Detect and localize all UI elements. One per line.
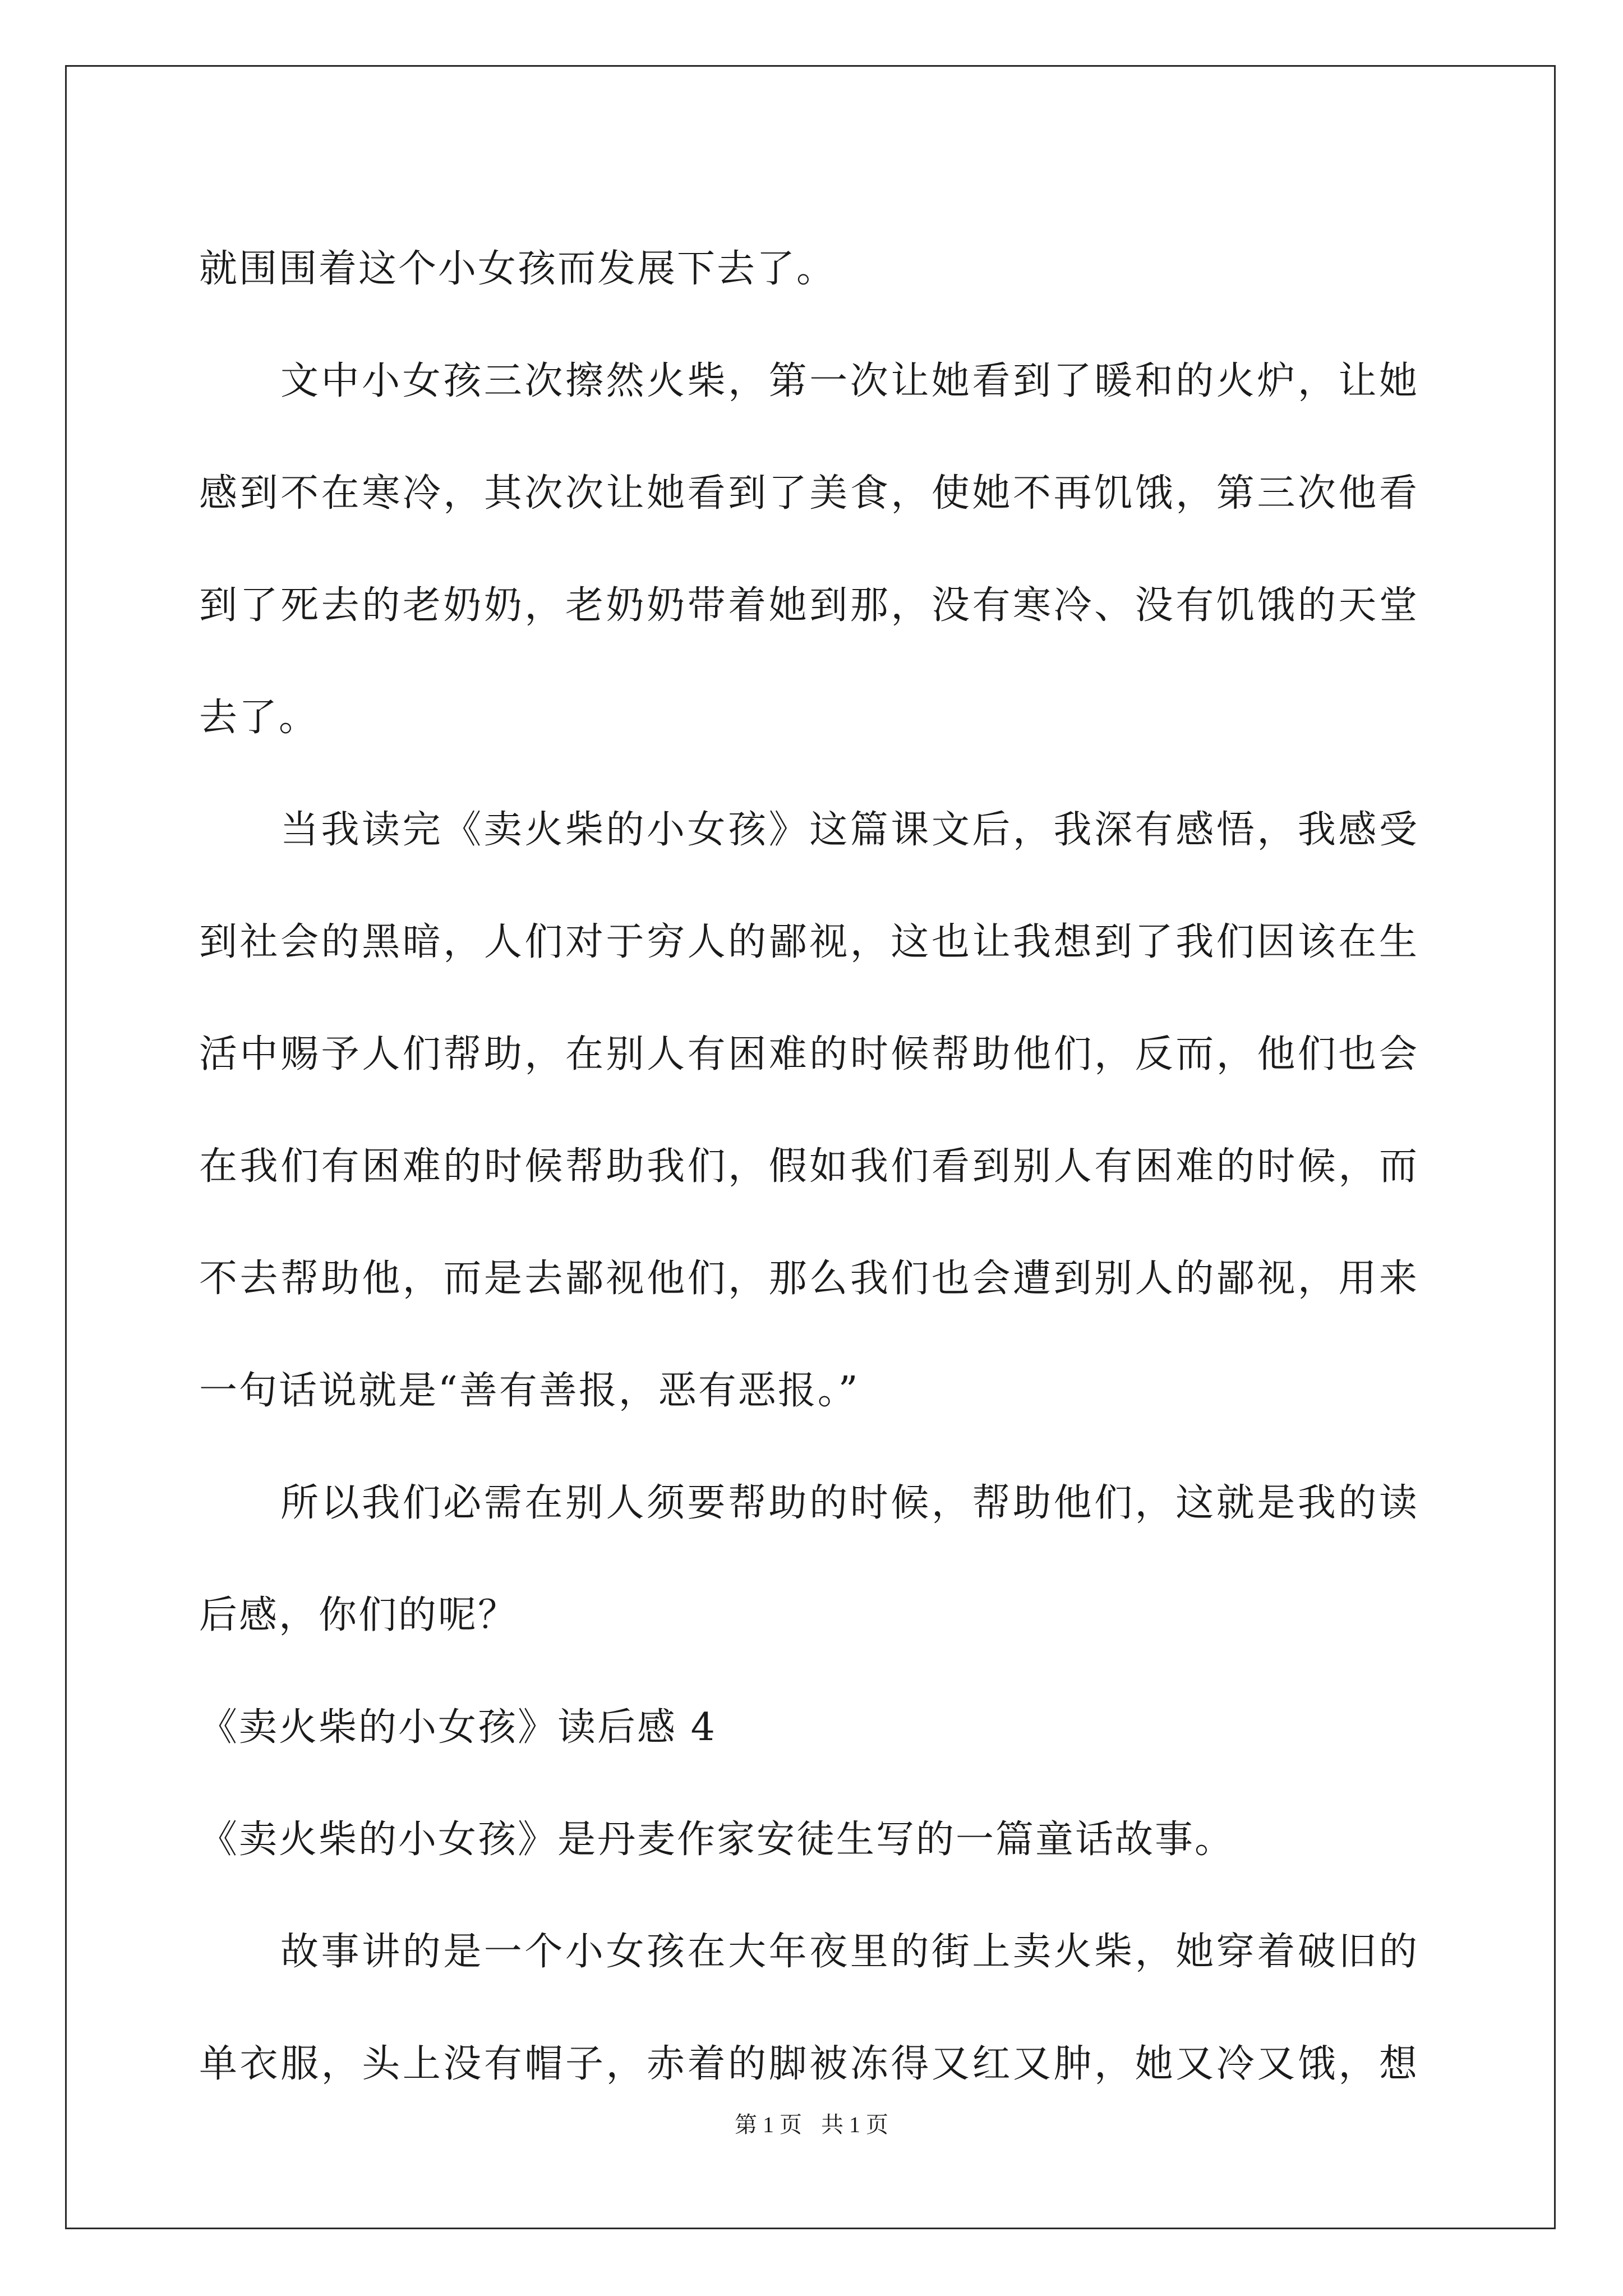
paragraph-line: 文中小女孩三次擦然火柴，第一次让她看到了暖和的火炉，让她 xyxy=(280,359,1419,403)
paragraph-line: 就围围着这个小女孩而发展下去了。 xyxy=(199,247,837,291)
paragraph-line: 去了。 xyxy=(199,696,319,740)
paragraph-line: 单衣服，头上没有帽子，赤着的脚被冻得又红又肿，她又冷又饿，想 xyxy=(199,2042,1419,2086)
section-heading: 《卖火柴的小女孩》读后感 4 xyxy=(199,1705,717,1750)
page-total: 共 1 页 xyxy=(821,2112,888,2137)
paragraph-line: 一句话说就是“善有善报，恶有恶报。” xyxy=(199,1369,860,1413)
paragraph-line: 不去帮助他，而是去鄙视他们，那么我们也会遭到别人的鄙视，用来 xyxy=(199,1257,1419,1301)
paragraph-line: 感到不在寒冷，其次次让她看到了美食，使她不再饥饿，第三次他看 xyxy=(199,471,1419,516)
paragraph-line: 到社会的黑暗，人们对于穷人的鄙视，这也让我想到了我们因该在生 xyxy=(199,920,1419,964)
paragraph-line: 《卖火柴的小女孩》是丹麦作家安徒生写的一篇童话故事。 xyxy=(199,1818,1235,1862)
paragraph-line: 当我读完《卖火柴的小女孩》这篇课文后，我深有感悟，我感受 xyxy=(280,808,1419,852)
paragraph-line: 在我们有困难的时候帮助我们，假如我们看到别人有困难的时候，而 xyxy=(199,1144,1419,1189)
document-body xyxy=(199,213,1419,2120)
paragraph-line: 所以我们必需在别人须要帮助的时候，帮助他们，这就是我的读 xyxy=(280,1481,1419,1525)
paragraph-line: 后感，你们的呢？ xyxy=(199,1593,518,1637)
page-number: 第 1 页 xyxy=(735,2112,802,2137)
paragraph-line: 到了死去的老奶奶，老奶奶带着她到那，没有寒冷、没有饥饿的天堂 xyxy=(199,583,1419,628)
paragraph-line: 活中赐予人们帮助，在别人有困难的时候帮助他们，反而，他们也会 xyxy=(199,1032,1419,1076)
paragraph-line: 故事讲的是一个小女孩在大年夜里的街上卖火柴，她穿着破旧的 xyxy=(280,1930,1419,1974)
page-footer xyxy=(0,2108,1623,2142)
